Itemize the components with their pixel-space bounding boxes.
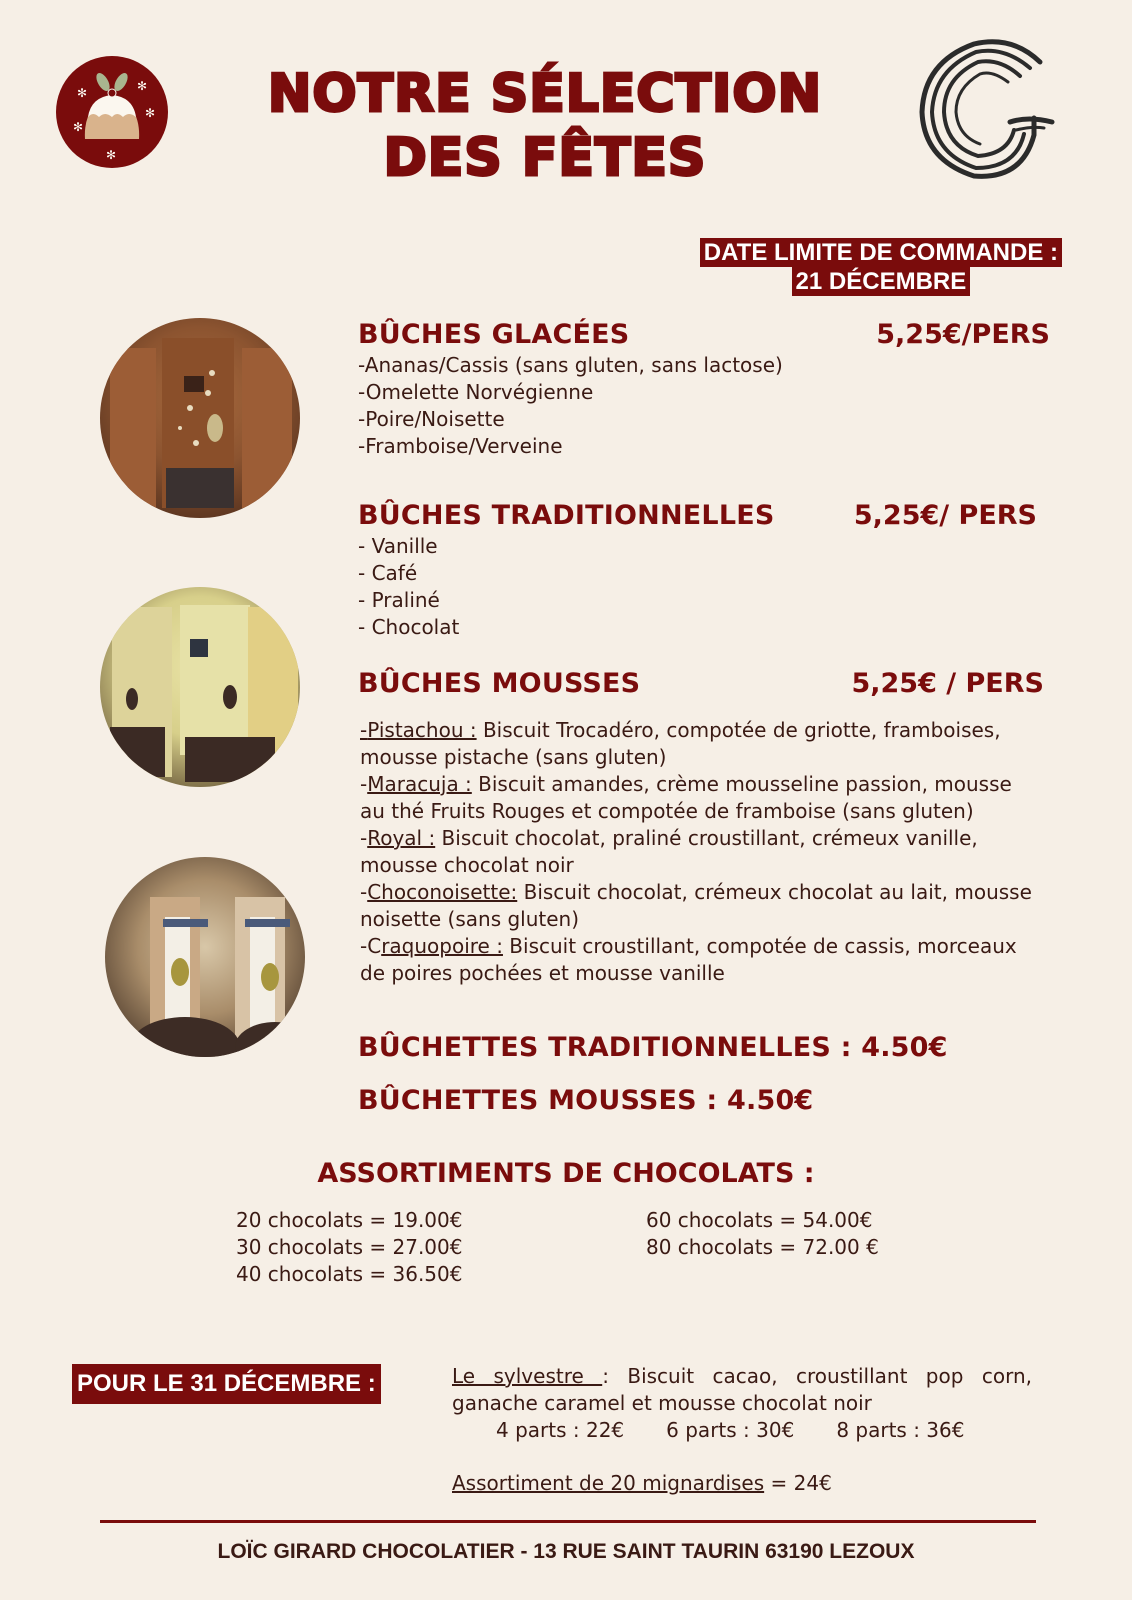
list-item: - Chocolat [358, 615, 460, 639]
mignardises-price: = 24€ [764, 1471, 832, 1495]
section-title-buches-mousses: BÛCHES MOUSSES [358, 668, 641, 699]
list-item: 6 parts : 30€ [666, 1418, 795, 1442]
buche-traditionnelle-photo [100, 587, 300, 787]
page-title [200, 62, 890, 190]
buchettes-mousses: BÛCHETTES MOUSSES : 4.50€ [358, 1085, 814, 1116]
dec31-label: POUR LE 31 DÉCEMBRE : [72, 1364, 381, 1404]
section-title-buches-glacees: BÛCHES GLACÉES [358, 319, 630, 350]
list-item: - Praliné [358, 588, 440, 612]
item-name: raquopoire : [381, 934, 503, 958]
list-item: -Choconoisette: Biscuit chocolat, crémeux chocolat au lait, mousse noisette (sans gluten) [360, 880, 1032, 931]
christmas-pudding-icon [55, 55, 169, 169]
svg-text:✻: ✻ [77, 86, 88, 100]
svg-text:✻: ✻ [137, 79, 148, 93]
chocolats-title: ASSORTIMENTS DE CHOCOLATS : [317, 1158, 815, 1189]
list-item: - Vanille [358, 534, 438, 558]
item-name: Maracuja : [367, 772, 472, 796]
section-title-buches-traditionnelles: BÛCHES TRADITIONNELLES [358, 500, 775, 531]
buche-mousse-photo [105, 857, 305, 1057]
mignardises-label: Assortiment de 20 mignardises [452, 1471, 765, 1495]
sylvestre-name: Le sylvestre [452, 1364, 603, 1388]
svg-text:✻: ✻ [145, 106, 156, 120]
chocolats-list-right [646, 1207, 879, 1261]
list-item: 40 chocolats = 36.50€ [236, 1262, 463, 1286]
list-item: - Café [358, 561, 418, 585]
order-deadline-badge [700, 238, 1062, 296]
list-item: 30 chocolats = 27.00€ [236, 1235, 463, 1259]
title-line-2: DES FÊTES [383, 128, 707, 188]
list-item: 20 chocolats = 19.00€ [236, 1208, 463, 1232]
deadline-line-1: DATE LIMITE DE COMMANDE : [700, 238, 1062, 267]
brand-logo-icon [912, 30, 1062, 190]
list-item: 4 parts : 22€ [496, 1418, 625, 1442]
title-line-1: NOTRE SÉLECTION [267, 64, 823, 124]
list-item: -Royal : Biscuit chocolat, praliné croustillant, crémeux vanille, mousse chocolat noir [360, 826, 978, 877]
list-item: -Poire/Noisette [358, 407, 505, 431]
list-buches-traditionnelles [358, 533, 459, 641]
item-name: Choconoisette: [367, 880, 518, 904]
item-name: Royal : [367, 826, 436, 850]
buche-glacee-photo [100, 318, 300, 518]
chocolats-list-left [236, 1207, 462, 1288]
svg-text:✻: ✻ [106, 148, 117, 162]
list-item: -Ananas/Cassis (sans gluten, sans lactose) [358, 353, 783, 377]
price-buches-traditionnelles: 5,25€/ PERS [853, 500, 1037, 531]
list-item: -Pistachou : Biscuit Trocadéro, compotée de griotte, framboises, mousse pistache (sans gluten) [360, 718, 1001, 769]
list-buches-mousses [360, 717, 1040, 987]
list-item: -Omelette Norvégienne [358, 380, 594, 404]
buchettes-traditionnelles: BÛCHETTES TRADITIONNELLES : 4.50€ [358, 1032, 948, 1063]
svg-text:✻: ✻ [73, 120, 84, 134]
sylvestre-parts [496, 1417, 1006, 1444]
list-item: 8 parts : 36€ [836, 1418, 965, 1442]
list-buches-glacees [358, 352, 783, 460]
item-name: -Pistachou : [360, 718, 477, 742]
footer-address: LOÏC GIRARD CHOCOLATIER - 13 RUE SAINT TAURIN 63190 LEZOUX [217, 1540, 915, 1563]
list-item: -Craquopoire : Biscuit croustillant, compotée de cassis, morceaux de poires pochées et mousse vanille [360, 934, 1017, 985]
list-item: -Maracuja : Biscuit amandes, crème mousseline passion, mousse au thé Fruits Rouges et compotée de framboise (sans gluten) [360, 772, 1012, 823]
list-item: 60 chocolats = 54.00€ [646, 1208, 873, 1232]
footer-divider [100, 1520, 1036, 1523]
list-item: -Framboise/Verveine [358, 434, 563, 458]
sylvestre-description: Le sylvestre : Biscuit cacao, croustillant pop corn, ganache caramel et mousse chocolat noir [452, 1364, 1032, 1415]
list-item: 80 chocolats = 72.00 € [646, 1235, 879, 1259]
mignardises [452, 1470, 832, 1497]
deadline-line-2: 21 DÉCEMBRE [792, 267, 971, 296]
price-buches-glacees: 5,25€/PERS [876, 319, 1050, 350]
price-buches-mousses: 5,25€ / PERS [851, 668, 1044, 699]
